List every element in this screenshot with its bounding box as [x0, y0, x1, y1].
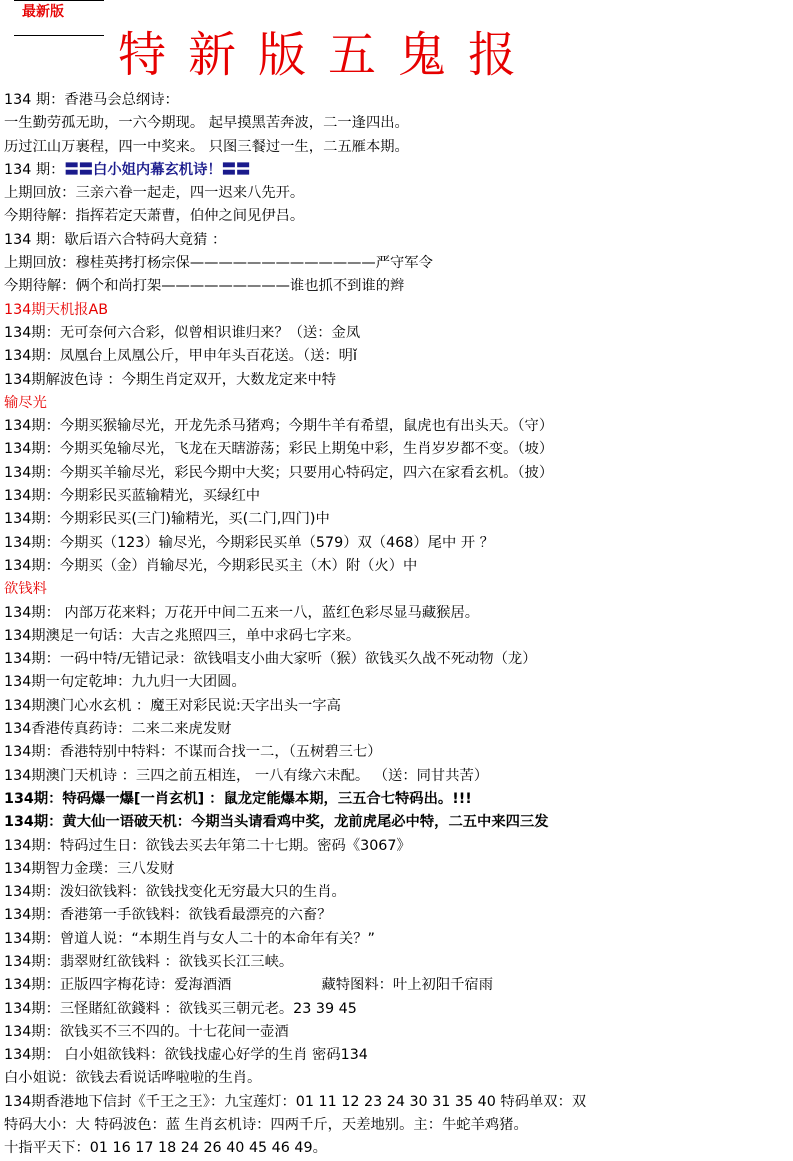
text-line: 今期待解：指挥若定天萧曹，伯仲之间见伊吕。 — [4, 208, 305, 225]
text-line: 134期：特码过生日：欲钱去买去年第二十七期。密码《3067》 — [4, 837, 411, 854]
text-line: 134期：凤凰台上凤凰公斤，甲申年头百花送。（送：明ǐ — [4, 348, 357, 365]
text-line: 134 期：歇后语六合特码大竟猜 ： — [4, 231, 227, 248]
edition-label: 最新版 — [22, 4, 64, 20]
highlight-text: 白小姐内幕玄机诗！ — [93, 161, 222, 178]
text-line: 134期： 内部万花来料；万花开中间二五来一八，蓝红色彩尽显马藏猴居。 — [4, 604, 480, 621]
text-line: 十指平天下：01 16 17 18 24 26 40 45 46 49。 — [4, 1140, 327, 1157]
text-line: 134期解波色诗 ：今期生肖定双开，大数龙定来中特 — [4, 371, 337, 388]
text-line: 134期：今期买兔输尽光，飞龙在天瞎游荡；彩民上期兔中彩，生肖岁岁都不变。（坡） — [4, 441, 554, 458]
text-line: 134期：三怪賭紅欲錢料 ：欲钱买三朝元老。23 39 45 — [4, 1000, 357, 1017]
text-line: 134期：今期买猴输尽光，开龙先杀马猪鸡；今期牛羊有希望，鼠虎也有出头天。（守） — [4, 418, 554, 435]
line-prefix: 134 期： — [4, 161, 65, 178]
document-body — [4, 89, 790, 1161]
marker-left: 〓〓 — [64, 161, 94, 178]
text-line: 134期：特码爆一爆[一肖玄机] ：鼠龙定能爆本期，三五合七特码出。!!! — [4, 790, 472, 807]
text-line — [4, 159, 790, 182]
text-line: 134期：无可奈何六合彩，似曾相识谁归来？（送：金凤 — [4, 324, 361, 341]
marker-right: 〓〓 — [221, 161, 251, 178]
page-title: 特新版五鬼报 — [118, 27, 539, 83]
edition-badge — [14, 0, 104, 23]
text-line: 上期回放：三亲六眷一起走，四一迟来八先开。 — [4, 185, 305, 202]
section-heading: 输尽光 — [4, 394, 47, 411]
text-line: 134期：今期买（123）输尽光，今期彩民买单（579）双（468）尾中 开 ？ — [4, 534, 494, 551]
text-line: 历过江山万裹程，四一中奖来。 只图三餐过一生，二五雁本期。 — [4, 138, 409, 155]
text-line: 134期：泼妇欲钱料：欲钱找变化无穷最大只的生肖。 — [4, 884, 346, 901]
text-line: 134期：今期彩民买(三门)输精光，买(二门,四门)中 — [4, 511, 330, 528]
text-line: 134期：黄大仙一语破天机：今期当头请看鸡中奖，龙前虎尾必中特，二五中来四三发 — [4, 814, 549, 831]
text-line: 134 期：香港马会总纲诗： — [4, 92, 179, 108]
text-line: 134期：曾道人说：“本期生肖与女人二十的本命年有关？” — [4, 930, 375, 947]
text-line: 134期澳门心水玄机 ：魔王对彩民说:天字出头一字高 — [4, 697, 341, 714]
text-line: 134期一句定乾坤：九九归一大团圆。 — [4, 674, 246, 691]
text-line: 134期：今期买（金）肖输尽光，今期彩民买主（木）附（火）中 — [4, 557, 418, 574]
text-line: 上期回放：穆桂英拷打杨宗保—————————————严守军令 — [4, 255, 433, 272]
text-line: 134期：欲钱买不三不四的。十七花间一壶酒 — [4, 1023, 289, 1040]
text-line: 一生勤劳孤无助，一六今期现。 起早摸黑苦奔波，二一逢四出。 — [4, 115, 409, 132]
heading-highlight — [64, 162, 250, 178]
text-line: 特码大小：大 特码波色：蓝 生肖玄机诗：四两千斤，天差地别。主：牛蛇羊鸡猪。 — [4, 1117, 528, 1134]
text-line: 134期：香港第一手欲钱料：欲钱看最漂亮的六畜？ — [4, 907, 332, 924]
text-line: 134期：翡翠财红欲钱料 ：欲钱买长江三峡。 — [4, 953, 294, 970]
line-main: 134期：正版四字梅花诗：爱海酒酒 — [4, 977, 232, 994]
text-line: 134期：今期彩民买蓝输精光，买绿红中 — [4, 488, 261, 505]
text-line: 134期香港地下信封《千王之王》：九宝莲灯：01 11 12 23 24 30 31 35 40 特码单双：双 — [4, 1093, 587, 1110]
text-line: 134期：香港特别中特料：不谋而合找一二，（五树碧三七） — [4, 744, 382, 761]
section-heading: 欲钱料 — [4, 581, 47, 598]
divider — [14, 35, 104, 36]
text-line — [4, 974, 790, 997]
section-heading: 134期天机报AB — [4, 301, 109, 318]
text-line: 134期澳足一句话：大吉之兆照四三，单中求码七字来。 — [4, 627, 361, 644]
text-line: 134期：今期买羊输尽光，彩民今期中大奖；只要用心特码定，四六在家看玄机。（披） — [4, 464, 554, 481]
text-line: 134期澳门天机诗 ：三四之前五相连， 一八有缘六未配。 （送：同甘共苦） — [4, 767, 489, 784]
text-line: 白小姐说：欲钱去看说话哗啦啦的生肖。 — [4, 1070, 262, 1087]
side-note: 藏特图料：叶上初阳千宿雨 — [321, 977, 494, 994]
text-line: 134香港传真药诗：二来二来虎发财 — [4, 721, 232, 738]
text-line: 今期待解：俩个和尚打架—————————谁也抓不到谁的辫 — [4, 278, 405, 295]
text-line: 134期智力金璞：三八发财 — [4, 860, 175, 877]
text-line: 134期：一码中特/无错记录：欲钱唱支小曲大家听（猴）欲钱买久战不死动物（龙） — [4, 651, 537, 668]
text-line: 134期： 白小姐欲钱料：欲钱找虚心好学的生肖 密码134 — [4, 1047, 368, 1064]
